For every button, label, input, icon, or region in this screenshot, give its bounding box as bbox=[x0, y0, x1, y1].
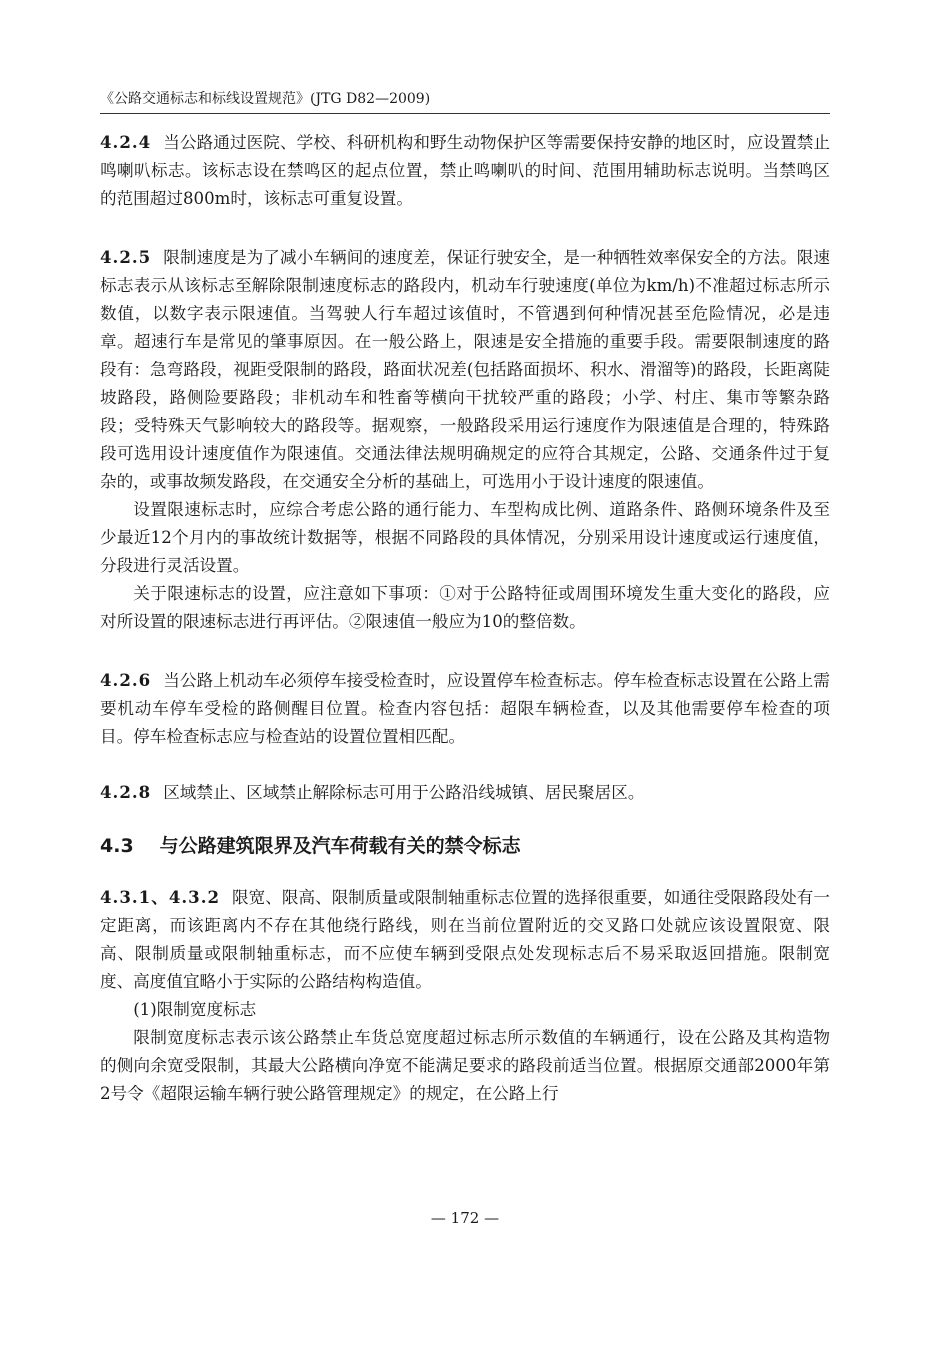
clause-4-2-5-para3: 关于限速标志的设置，应注意如下事项：①对于公路特征或周围环境发生重大变化的路段，应对所设置的限速标志进行再评估。②限速值一般应为10的整倍数。 bbox=[100, 584, 830, 631]
clause-number: 4.3.1、4.3.2 bbox=[100, 887, 221, 907]
running-header: 《公路交通标志和标线设置规范》(JTG D82—2009) bbox=[100, 91, 431, 107]
clause-4-2-8 bbox=[100, 778, 830, 807]
clause-number: 4.2.6 bbox=[100, 670, 152, 690]
clause-text: 当公路上机动车必须停车接受检查时，应设置停车检查标志。停车检查标志设置在公路上需要机动车停车受检的路侧醒目位置。检查内容包括：超限车辆检查，以及其他需要停车检查的项目。停车检查标志应与检查站的设置位置相匹配。 bbox=[100, 671, 830, 746]
section-title-text: 与公路建筑限界及汽车荷载有关的禁令标志 bbox=[159, 835, 521, 857]
clause-number: 4.2.5 bbox=[100, 247, 152, 267]
header-rule bbox=[100, 113, 830, 114]
clause-4-3-1-4-3-2 bbox=[100, 883, 830, 996]
clause-text: 当公路通过医院、学校、科研机构和野生动物保护区等需要保持安静的地区时，应设置禁止鸣喇叭标志。该标志设在禁鸣区的起点位置，禁止鸣喇叭的时间、范围用辅助标志说明。当禁鸣区的范围超过800m时，该标志可重复设置。 bbox=[100, 133, 830, 208]
body-text bbox=[100, 128, 830, 1108]
clause-4-2-5-para2: 设置限速标志时，应综合考虑公路的通行能力、车型构成比例、道路条件、路侧环境条件及至少最近12个月内的事故统计数据等，根据不同路段的具体情况，分别采用设计速度或运行速度值，分段进行灵活设置。 bbox=[100, 500, 830, 575]
clause-text: 限制速度是为了减小车辆间的速度差，保证行驶安全，是一种牺牲效率保安全的方法。限速标志表示从该标志至解除限制速度标志的路段内，机动车行驶速度(单位为km/h)不准超过标志所示数值，以数字表示限速值。当驾驶人行车超过该值时，不管遇到何种情况甚至危险情况，必是违章。超速行车是常见的肇事原因。在一般公路上，限速是安全措施的重要手段。需要限制速度的路段有：急弯路段，视距受限制的路段，路面状况差(包括路面损坏、积水、滑溜等)的路段，长距离陡坡路段，路侧险要路段；非机动车和牲畜等横向干扰较严重的路段；小学、村庄、集市等繁杂路段；受特殊天气影响较大的路段等。据观察，一般路段采用运行速度作为限速值是合理的，特殊路段可选用设计速度值作为限速值。交通法律法规明确规定的应符合其规定，公路、交通条件过于复杂的，或事故频发路段，在交通安全分析的基础上，可选用小于设计速度的限速值。 bbox=[100, 248, 830, 491]
width-limit-text: 限制宽度标志表示该公路禁止车货总宽度超过标志所示数值的车辆通行，设在公路及其构造物的侧向余宽受限制，其最大公路横向净宽不能满足要求的路段前适当位置。根据原交通部2000年第2号令《超限运输车辆行驶公路管理规定》的规定，在公路上行 bbox=[100, 1028, 830, 1103]
clause-text: 限宽、限高、限制质量或限制轴重标志位置的选择很重要，如通往受限路段处有一定距离，而该距离内不存在其他绕行路线，则在当前位置附近的交叉路口处就应该设置限宽、限高、限制质量或限制轴重标志，而不应使车辆到受限点处发现标志后不易采取返回措施。限制宽度、高度值宜略小于实际的公路结构构造值。 bbox=[100, 888, 830, 991]
clause-number: 4.2.8 bbox=[100, 782, 152, 802]
document-page bbox=[100, 0, 830, 1346]
page-number: — 172 — bbox=[430, 1209, 500, 1227]
section-heading-4-3 bbox=[100, 831, 830, 861]
clause-4-2-4 bbox=[100, 128, 830, 213]
clause-4-2-6 bbox=[100, 666, 830, 751]
subheading-width-limit: (1)限制宽度标志 bbox=[133, 1000, 257, 1019]
clause-4-2-5 bbox=[100, 243, 830, 496]
clause-number: 4.2.4 bbox=[100, 132, 152, 152]
clause-text: 区域禁止、区域禁止解除标志可用于公路沿线城镇、居民聚居区。 bbox=[163, 783, 645, 802]
section-number: 4.3 bbox=[100, 835, 134, 857]
